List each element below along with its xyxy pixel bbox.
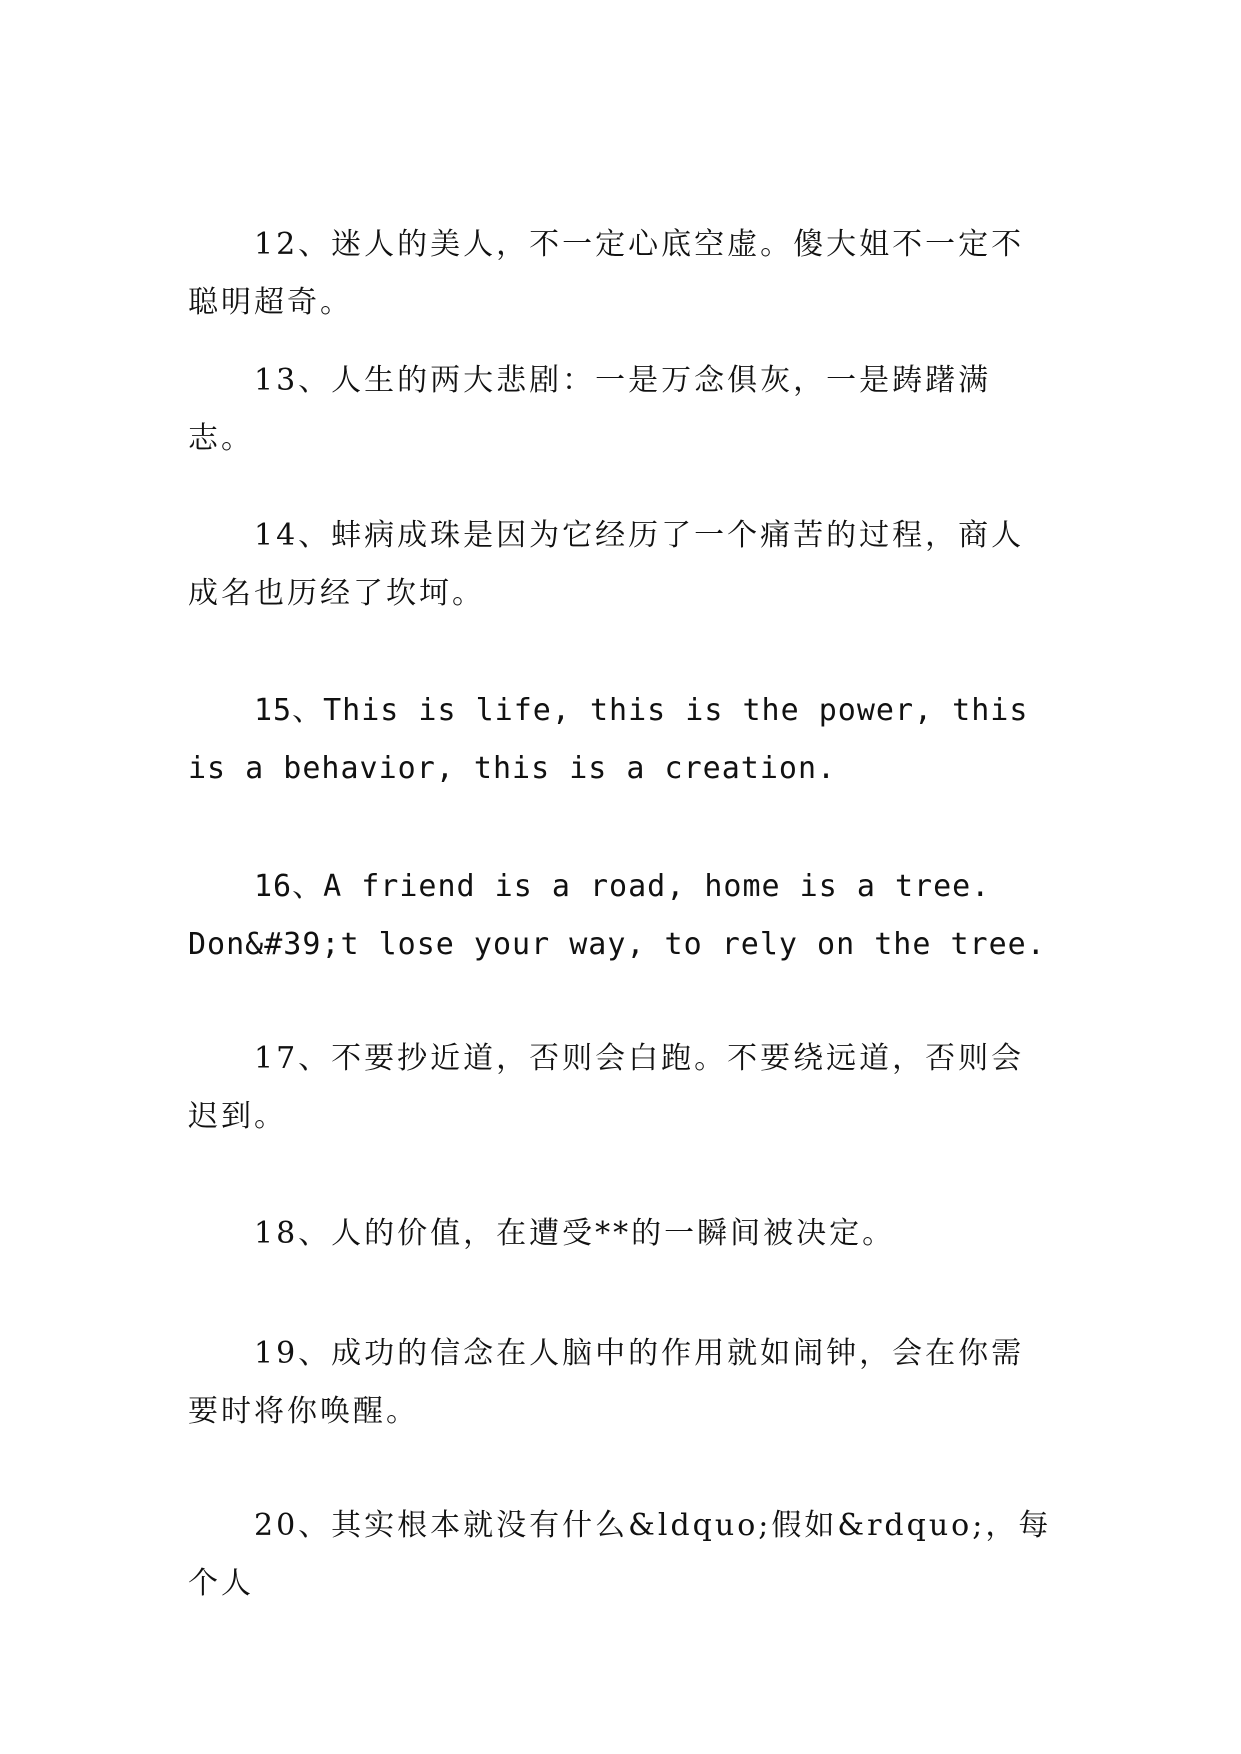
paragraph-14: 14、蚌病成珠是因为它经历了一个痛苦的过程，商人成名也历经了坎坷。 xyxy=(188,518,1025,611)
paragraph-16: 16、A friend is a road, home is a tree. Don&#39;t lose your way, to rely on the tree. xyxy=(188,869,1046,962)
paragraph-20: 20、其实根本就没有什么&ldquo;假如&rdquo;，每个人 xyxy=(188,1508,1052,1601)
paragraph-17: 17、不要抄近道，否则会白跑。不要绕远道，否则会迟到。 xyxy=(188,1041,1025,1134)
paragraph-19: 19、成功的信念在人脑中的作用就如闹钟，会在你需要时将你唤醒。 xyxy=(188,1336,1025,1429)
paragraph-18: 18、人的价值，在遭受**的一瞬间被决定。 xyxy=(254,1216,896,1251)
paragraph-12: 12、迷人的美人，不一定心底空虚。傻大姐不一定不聪明超奇。 xyxy=(188,227,1025,320)
paragraph-13: 13、人生的两大悲剧：一是万念俱灰，一是踌躇满志。 xyxy=(188,363,992,456)
paragraph-15: 15、This is life, this is the power, this is a behavior, this is a creation. xyxy=(188,693,1029,786)
